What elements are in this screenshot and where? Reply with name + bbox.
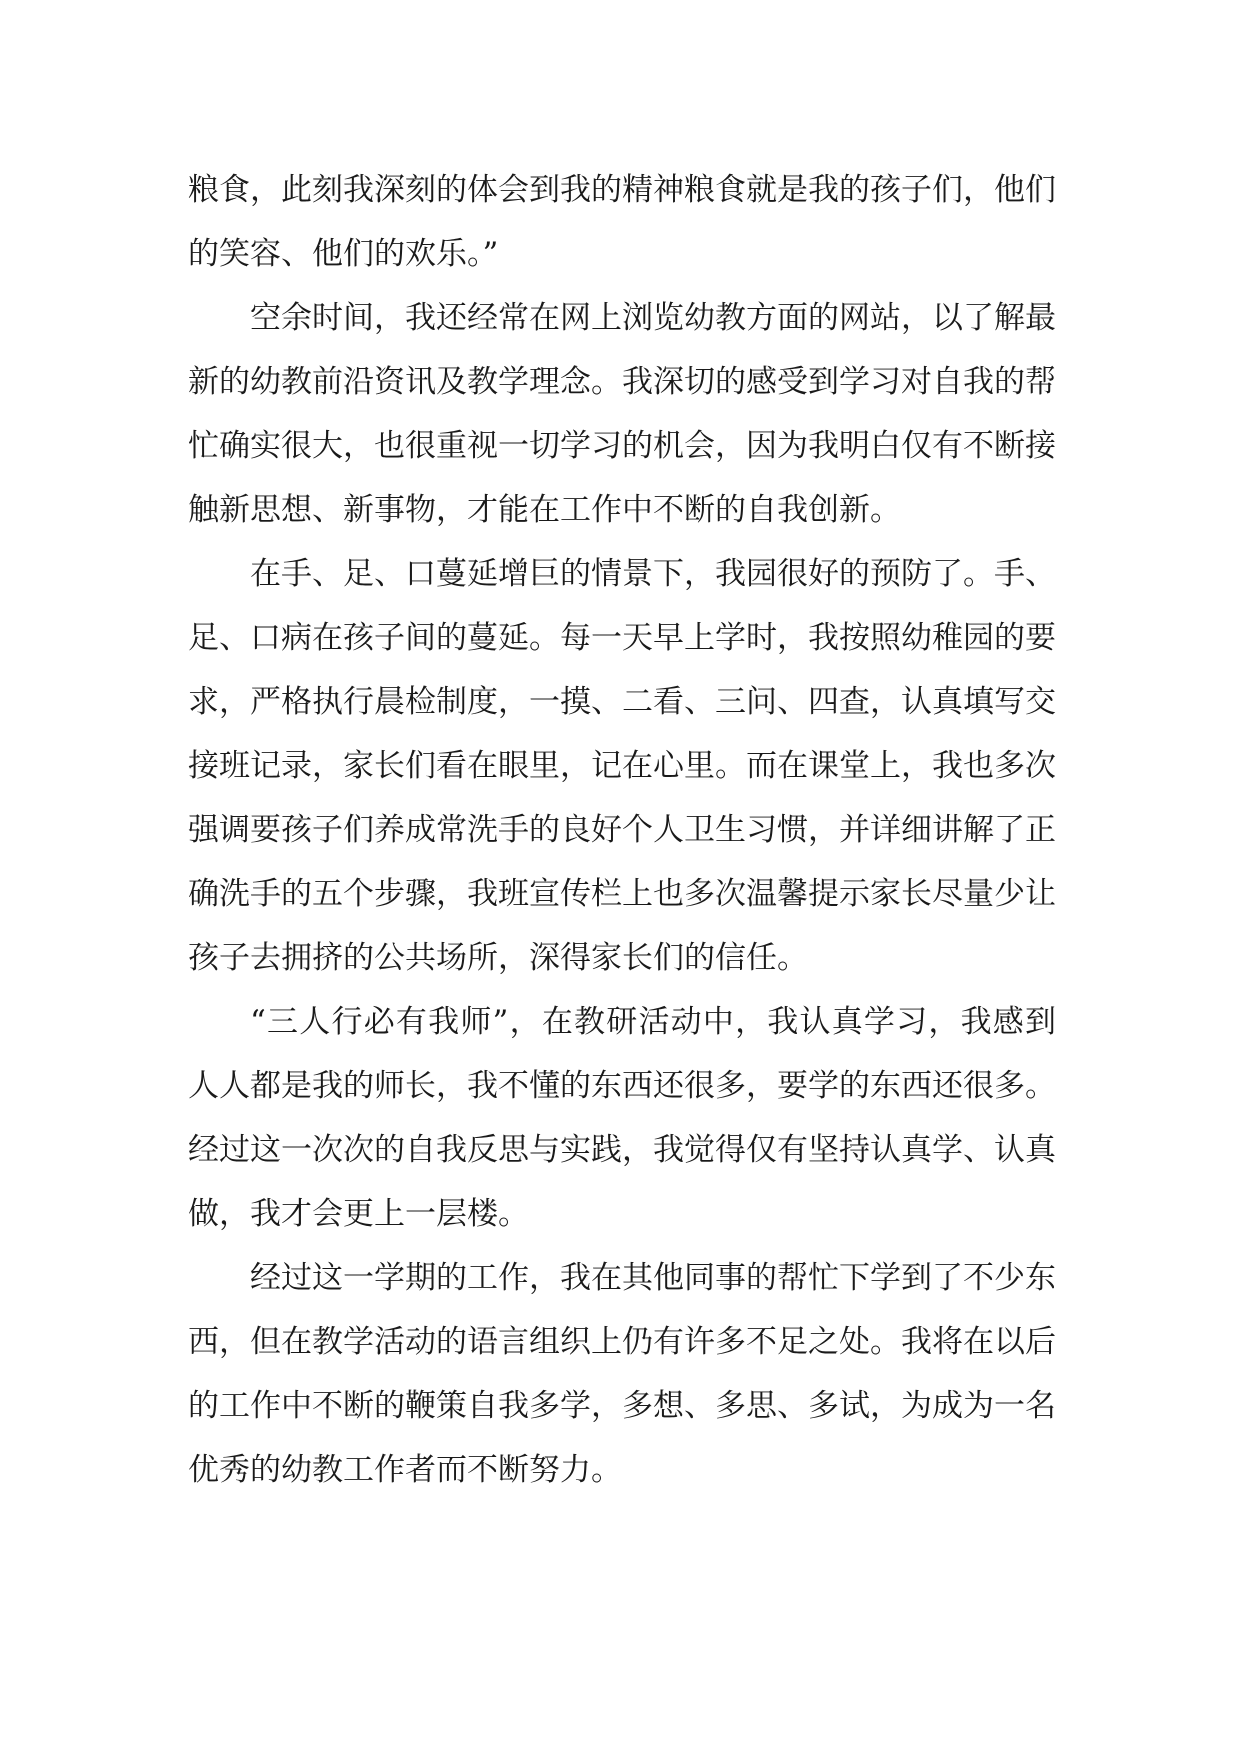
paragraph-semester-summary: 经过这一学期的工作，我在其他同事的帮忙下学到了不少东西，但在教学活动的语言组织上仍有许多不足之处。我将在以后的工作中不断的鞭策自我多学，多想、多思、多试，为成为一名优秀的幼教工作者而不断努力。 (188, 1260, 1056, 1488)
paragraph-continued: 粮食，此刻我深刻的体会到我的精神粮食就是我的孩子们，他们的笑容、他们的欢乐。” (188, 172, 1056, 272)
document-body (188, 158, 1056, 1502)
paragraph-teaching-research: “三人行必有我师”，在教研活动中，我认真学习，我感到人人都是我的师长，我不懂的东西还很多，要学的东西还很多。经过这一次次的自我反思与实践，我觉得仅有坚持认真学、认真做，我才会更上一层楼。 (188, 1004, 1056, 1232)
paragraph-disease-prevention: 在手、足、口蔓延增巨的情景下，我园很好的预防了。手、足、口病在孩子间的蔓延。每一天早上学时，我按照幼稚园的要求，严格执行晨检制度，一摸、二看、三问、四查，认真填写交接班记录，家长们看在眼里，记在心里。而在课堂上，我也多次强调要孩子们养成常洗手的良好个人卫生习惯，并详细讲解了正确洗手的五个步骤，我班宣传栏上也多次温馨提示家长尽量少让孩子去拥挤的公共场所，深得家长们的信任。 (188, 556, 1056, 976)
paragraph-online-learning: 空余时间，我还经常在网上浏览幼教方面的网站，以了解最新的幼教前沿资讯及教学理念。我深切的感受到学习对自我的帮忙确实很大，也很重视一切学习的机会，因为我明白仅有不断接触新思想、新事物，才能在工作中不断的自我创新。 (188, 300, 1056, 528)
